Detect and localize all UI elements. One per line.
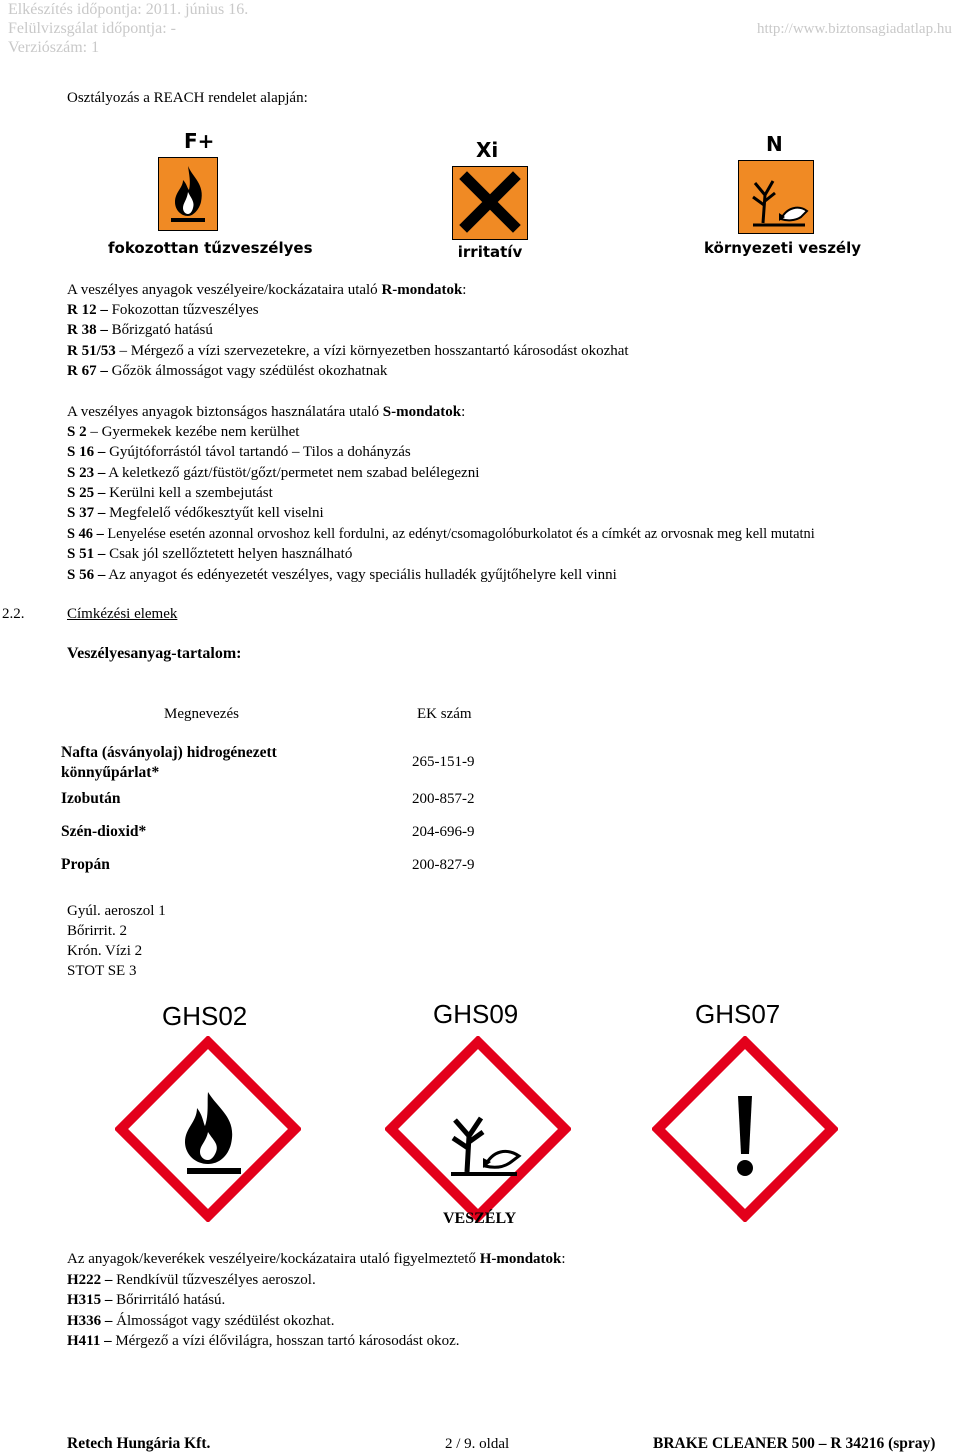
phrase-text: A keletkező gázt/füstöt/gőzt/permetet nem szabad belélegezni [105, 465, 480, 481]
phrase-text: Fokozottan tűzveszélyes [107, 302, 259, 318]
intro-bold: S-mondatok [382, 404, 462, 420]
s-phrase-item [67, 524, 815, 544]
phrase-code: S 56 – [67, 567, 106, 583]
s-phrase-item [67, 544, 352, 564]
phrase-text: – Gyermekek kezébe nem kerülhet [86, 424, 300, 440]
flame-icon [158, 157, 218, 231]
clp-class: Gyúl. aeroszol 1 [67, 903, 166, 919]
h-phrase-item [67, 1331, 460, 1351]
ghs-code: GHS07 [695, 999, 781, 1029]
table-row-name-cont: könnyűpárlat* [61, 764, 160, 781]
dead-tree-fish-icon [738, 160, 814, 234]
intro-suffix: : [561, 1251, 566, 1267]
s-phrase-item [67, 503, 324, 523]
phrase-text: Megfelelő védőkesztyűt kell viselni [105, 505, 324, 521]
environment-icon [385, 1036, 571, 1222]
table-row-ek: 200-827-9 [412, 857, 475, 873]
s-phrases-intro [67, 402, 465, 422]
ghs-code: GHS02 [162, 1001, 248, 1031]
ghs07-pictogram [652, 1036, 838, 1228]
phrase-code: H222 – [67, 1272, 113, 1288]
phrase-text: Rendkívül tűzveszélyes aeroszol. [112, 1272, 316, 1288]
intro-bold: R-mondatok [381, 282, 463, 298]
ghs09-pictogram [385, 1036, 571, 1228]
created-date: Elkészítés időpontja: 2011. június 16. [8, 1, 249, 18]
version-number: Verziószám: 1 [8, 39, 100, 56]
clp-class: Krón. Vízi 2 [67, 943, 143, 959]
phrase-text: Álmosságot vagy szédülést okozhat. [112, 1313, 335, 1329]
intro-text: Az anyagok/keverékek veszélyeire/kockázataira utaló figyelmeztető [67, 1251, 480, 1267]
pictogram-label: fokozottan tűzveszélyes [108, 239, 313, 257]
pictogram-label: környezeti veszély [703, 239, 862, 257]
table-row-name: Nafta (ásványolaj) hidrogénezett [61, 744, 277, 761]
pictogram-code: N [766, 132, 783, 156]
footer-company: Retech Hungária Kft. [67, 1435, 211, 1452]
s-phrase-item [67, 422, 299, 442]
col-header-name: Megnevezés [164, 706, 239, 722]
clp-class: STOT SE 3 [67, 963, 137, 979]
ghs-code: GHS09 [433, 999, 519, 1029]
s-phrase-item [67, 565, 617, 585]
phrase-code: R 67 – [67, 363, 108, 379]
phrase-text: Gőzök álmosságot vagy szédülést okozhatnak [107, 363, 388, 379]
phrase-text: Gyújtóforrástól távol tartandó – Tilos a dohányzás [105, 444, 411, 460]
table-row-name: Izobután [61, 790, 121, 807]
classification-title: Osztályozás a REACH rendelet alapján: [67, 90, 308, 106]
section-number: 2.2. [2, 606, 25, 622]
phrase-text: Bőrirritáló hatású. [112, 1292, 226, 1308]
table-row-name: Szén-dioxid* [61, 823, 147, 840]
r-phrase-item [67, 320, 213, 340]
intro-suffix: : [461, 404, 466, 420]
phrase-code: R 12 – [67, 302, 108, 318]
pictogram-label: irritatív [457, 243, 523, 261]
phrase-text: Az anyagot és edényezetét veszélyes, vagy speciális hulladék gyűjtőhelyre kell vinni [105, 567, 617, 583]
phrase-code: S 23 – [67, 465, 106, 481]
r-phrase-item [67, 361, 387, 381]
col-header-ek: EK szám [417, 706, 472, 722]
r-phrase-item [67, 300, 259, 320]
table-row-ek: 200-857-2 [412, 791, 475, 807]
pictogram-xi [452, 138, 532, 248]
intro-bold: H-mondatok [479, 1251, 562, 1267]
phrase-code: R 51/53 [67, 343, 116, 359]
phrase-text: Lenyelése esetén azonnal orvoshoz kell fordulni, az edényt/csomagolóburkolatot és a címkét az orvosnak meg kell mutatni [103, 526, 815, 542]
table-row-ek: 204-696-9 [412, 824, 475, 840]
r-phrase-item [67, 341, 629, 361]
s-phrase-item [67, 483, 273, 503]
table-row-ek: 265-151-9 [412, 754, 475, 770]
intro-text: A veszélyes anyagok veszélyeire/kockázataira utaló [67, 282, 382, 298]
pictogram-f-plus [158, 125, 218, 235]
h-phrase-item [67, 1270, 316, 1290]
h-phrase-item [67, 1311, 334, 1331]
phrase-text: Mérgező a vízi élővilágra, hosszan tartó károsodást okoz. [111, 1333, 460, 1349]
h-phrase-item [67, 1290, 225, 1310]
phrase-code: H411 – [67, 1333, 112, 1349]
phrase-code: S 16 – [67, 444, 106, 460]
intro-suffix: : [462, 282, 467, 298]
h-phrases-intro [67, 1249, 566, 1269]
pictogram-n [738, 132, 818, 242]
exclamation-icon [652, 1036, 838, 1222]
table-row-name: Propán [61, 856, 110, 873]
pictogram-code: F+ [184, 129, 215, 153]
section-title: Címkézési elemek [67, 606, 178, 622]
cross-icon [452, 166, 528, 240]
s-phrase-item [67, 442, 411, 462]
ghs02-pictogram [115, 1036, 301, 1228]
phrase-code: H336 – [67, 1313, 113, 1329]
footer-product: BRAKE CLEANER 500 – R 34216 (spray) [653, 1435, 936, 1452]
phrase-code: S 46 – [67, 526, 104, 542]
phrase-code: H315 – [67, 1292, 113, 1308]
flame-icon [115, 1036, 301, 1222]
phrase-code: R 38 – [67, 322, 108, 338]
phrase-text: Kerülni kell a szembejutást [105, 485, 273, 501]
intro-text: A veszélyes anyagok biztonságos használatára utaló [67, 404, 383, 420]
signal-word: VESZÉLY [443, 1210, 517, 1227]
pictogram-code: Xi [476, 138, 499, 162]
phrase-code: S 2 [67, 424, 87, 440]
phrase-text: Bőrizgató hatású [107, 322, 213, 338]
phrase-code: S 37 – [67, 505, 106, 521]
ingredients-title: Veszélyesanyag-tartalom: [67, 645, 242, 662]
phrase-text: Csak jól szellőztetett helyen használható [105, 546, 353, 562]
s-phrase-item [67, 463, 479, 483]
phrase-text: – Mérgező a vízi szervezetekre, a vízi környezetben hosszantartó károsodást okozhat [115, 343, 629, 359]
phrase-code: S 51 – [67, 546, 106, 562]
phrase-code: S 25 – [67, 485, 106, 501]
footer-page: 2 / 9. oldal [445, 1436, 510, 1452]
r-phrases-intro [67, 280, 466, 300]
revision-date: Felülvizsgálat időpontja: - [8, 20, 176, 37]
header-url[interactable]: http://www.biztonsagiadatlap.hu [757, 21, 952, 37]
clp-class: Bőrirrit. 2 [67, 923, 127, 939]
